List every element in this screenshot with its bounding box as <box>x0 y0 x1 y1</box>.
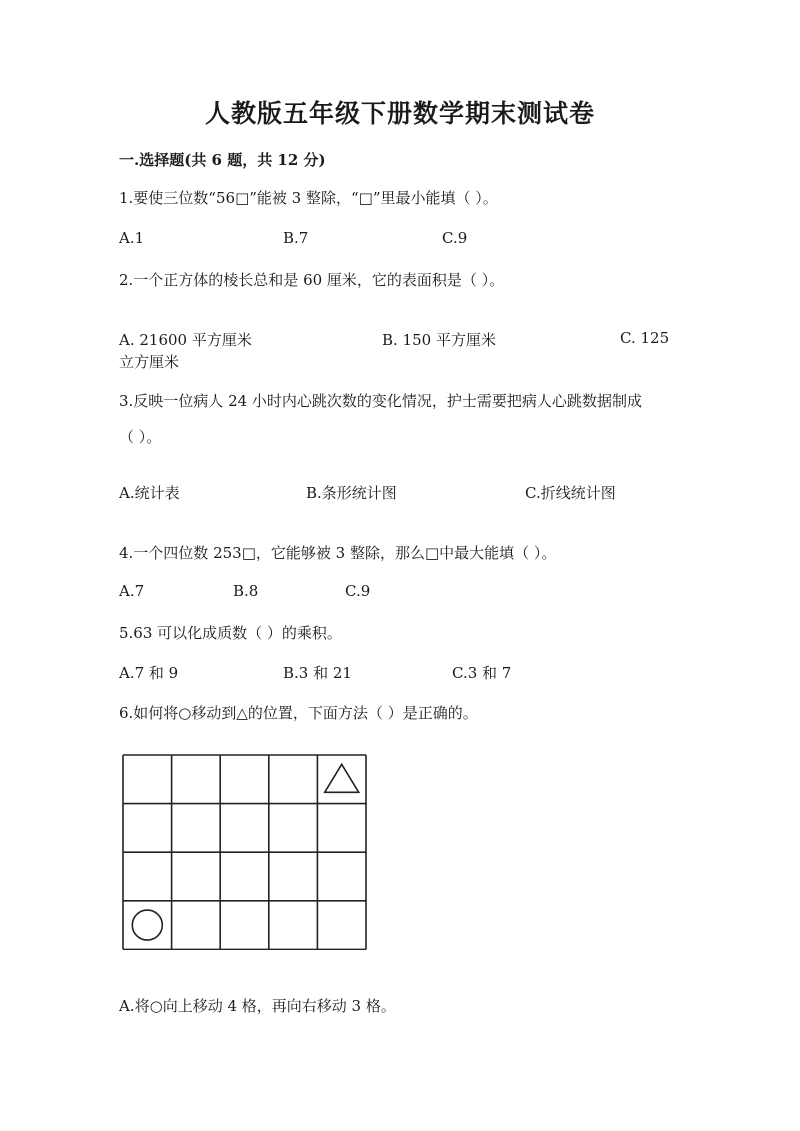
q1-option-a[interactable]: A.1 <box>119 229 145 247</box>
q3-option-a[interactable]: A.统计表 <box>119 484 180 502</box>
question-5: 5.63 可以化成质数（ ）的乘积。 <box>119 624 342 642</box>
triangle-shape <box>325 764 359 792</box>
circle-shape <box>132 910 162 940</box>
q1-option-b[interactable]: B.7 <box>283 229 309 247</box>
q3-option-b[interactable]: B.条形统计图 <box>306 484 397 502</box>
q2-option-c-unit: 立方厘米 <box>119 353 180 371</box>
q2-option-b[interactable]: B. 150 平方厘米 <box>382 331 496 349</box>
movement-grid <box>122 754 368 950</box>
q6-option-a[interactable]: A.将○向上移动 4 格，再向右移动 3 格。 <box>119 997 396 1015</box>
q3-option-c[interactable]: C.折线统计图 <box>525 484 616 502</box>
q5-option-b[interactable]: B.3 和 21 <box>283 664 352 682</box>
question-2: 2.一个正方体的棱长总和是 60 厘米，它的表面积是（ ）。 <box>119 271 505 289</box>
q2-option-a[interactable]: A. 21600 平方厘米 <box>119 331 252 349</box>
q5-option-c[interactable]: C.3 和 7 <box>452 664 512 682</box>
question-3: 3.反映一位病人 24 小时内心跳次数的变化情况，护士需要把病人心跳数据制成 <box>119 392 642 410</box>
question-1: 1.要使三位数“56□”能被 3 整除，“□”里最小能填（ ）。 <box>119 189 498 207</box>
q1-option-c[interactable]: C.9 <box>442 229 468 247</box>
q5-option-a[interactable]: A.7 和 9 <box>119 664 179 682</box>
page-title: 人教版五年级下册数学期末测试卷 <box>204 99 595 128</box>
question-4: 4.一个四位数 253□，它能够被 3 整除，那么□中最大能填（ ）。 <box>119 544 557 562</box>
question-3-blank: （ ）。 <box>119 428 162 446</box>
q4-option-b[interactable]: B.8 <box>233 582 259 600</box>
question-6: 6.如何将○移动到△的位置，下面方法（ ）是正确的。 <box>119 704 478 722</box>
section-heading: 一.选择题(共 6 题，共 12 分) <box>119 151 326 169</box>
q4-option-c[interactable]: C.9 <box>345 582 371 600</box>
q2-option-c[interactable]: C. 125 <box>620 329 670 347</box>
q4-option-a[interactable]: A.7 <box>119 582 145 600</box>
